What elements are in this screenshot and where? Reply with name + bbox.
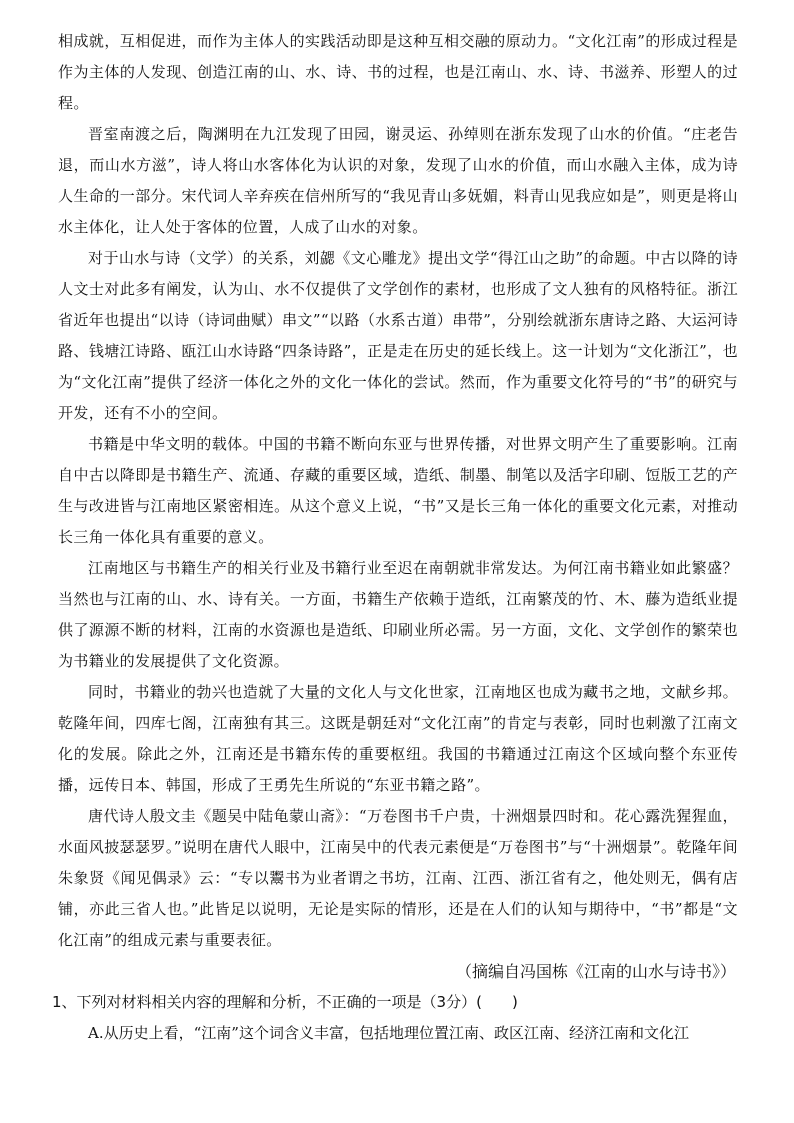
article-paragraph: 对于山水与诗（文学）的关系，刘勰《文心雕龙》提出文学“得江山之助”的命题。中古以降的诗人文士对此多有阐发，认为山、水不仅提供了文学创作的素材，也形成了文人独有的风格特征。浙江省近年也提出“以诗（诗词曲赋）串文”“以路（水系古道）串带”，分别绘就浙东唐诗之路、大运河诗路、钱塘江诗路、瓯江山水诗路“四条诗路”，正是走在历史的延长线上。这一计划为“文化浙江”，也为“文化江南”提供了经济一体化之外的文化一体化的尝试。然而，作为重要文化符号的“书”的研究与开发，还有不小的空间。 bbox=[58, 249, 738, 422]
article-body bbox=[58, 26, 738, 987]
question-option-a: A.从历史上看，“江南”这个词含义丰富，包括地理位置江南、政区江南、经济江南和文化江 bbox=[88, 1024, 689, 1042]
article-source: （摘编自冯国栋《江南的山水与诗书》） bbox=[455, 962, 736, 981]
article-paragraph: 江南地区与书籍生产的相关行业及书籍行业至迟在南朝就非常发达。为何江南书籍业如此繁盛？当然也与江南的山、水、诗有关。一方面，书籍生产依赖于造纸，江南繁茂的竹、木、藤为造纸业提供了源源不断的材料，江南的水资源也是造纸、印刷业所必需。另一方面，文化、文学创作的繁荣也为书籍业的发展提供了文化资源。 bbox=[58, 559, 738, 670]
article-paragraph: 唐代诗人殷文圭《题吴中陆龟蒙山斋》：“万卷图书千户贵，十洲烟景四时和。花心露洗猩猩血，水面风披瑟瑟罗。”说明在唐代人眼中，江南吴中的代表元素便是“万卷图书”与“十洲烟景”。乾隆年间朱象贤《闻见偶录》云：“专以鬻书为业者谓之书坊，江南、江西、浙江省有之，他处则无，偶有店铺，亦此三省人也。”此皆足以说明，无论是实际的情形，还是在人们的认知与期待中，“书”都是“文化江南”的组成元素与重要表征。 bbox=[58, 807, 738, 949]
article-paragraph: 晋室南渡之后，陶渊明在九江发现了田园，谢灵运、孙绰则在浙东发现了山水的价值。“庄老告退，而山水方滋”，诗人将山水客体化为认识的对象，发现了山水的价值，而山水融入主体，成为诗人生命的一部分。宋代词人辛弃疾在信州所写的“我见青山多妩媚，料青山见我应如是”，则更是将山水主体化，让人处于客体的位置，人成了山水的对象。 bbox=[58, 125, 738, 236]
question-text: 1、下列对材料相关内容的理解和分析，不正确的一项是（3分）( ) bbox=[52, 993, 518, 1011]
article-paragraph: 书籍是中华文明的载体。中国的书籍不断向东亚与世界传播，对世界文明产生了重要影响。江南自中古以降即是书籍生产、流通、存藏的重要区域，造纸、制墨、制笔以及活字印刷、饾版工艺的产生与改进皆与江南地区紧密相连。从这个意义上说，“书”又是长三角一体化的重要文化元素，对推动长三角一体化具有重要的意义。 bbox=[58, 435, 738, 546]
article-paragraph: 同时，书籍业的勃兴也造就了大量的文化人与文化世家，江南地区也成为藏书之地，文献乡邦。乾隆年间，四库七阁，江南独有其三。这既是朝廷对“文化江南”的肯定与表彰，同时也刺激了江南文化的发展。除此之外，江南还是书籍东传的重要枢纽。我国的书籍通过江南这个区域向整个东亚传播，远传日本、韩国，形成了王勇先生所说的“东亚书籍之路”。 bbox=[58, 683, 738, 794]
question-block bbox=[52, 987, 738, 1049]
article-paragraph: 相成就，互相促进，而作为主体人的实践活动即是这种互相交融的原动力。“文化江南”的形成过程是作为主体的人发现、创造江南的山、水、诗、书的过程，也是江南山、水、诗、书滋养、形塑人的过程。 bbox=[58, 32, 738, 112]
